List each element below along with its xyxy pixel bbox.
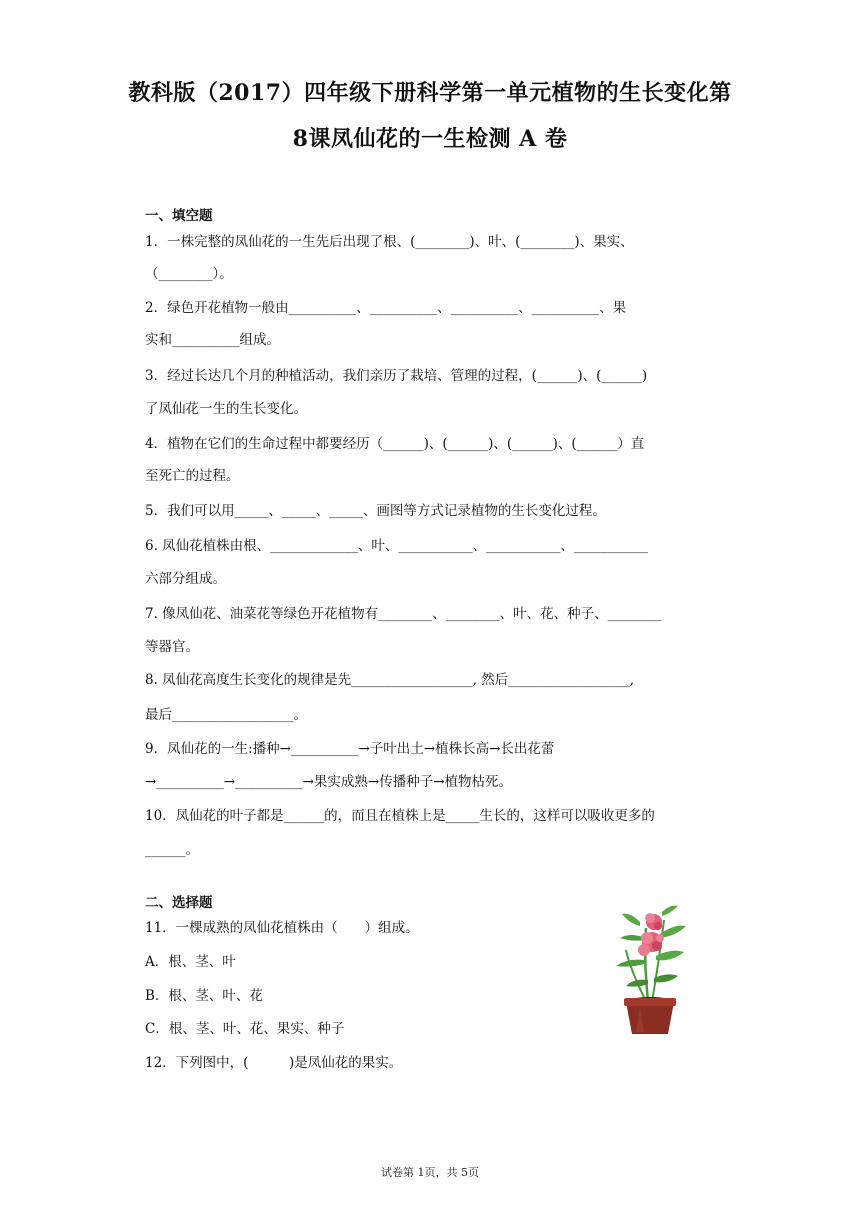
section-heading-fill-blank: 一、填空题 (145, 208, 213, 224)
question-4-line-2: 至死亡的过程。 (145, 468, 240, 484)
question-11-option-b: B．根、茎、叶、花 (145, 988, 263, 1004)
title-line-2: 8课凤仙花的一生检测 A 卷 (292, 126, 568, 152)
question-8-line-1: 8. 凤仙花高度生长变化的规律是先__________________, 然后__________________, (145, 672, 635, 688)
question-7-line-2: 等器官。 (145, 639, 199, 655)
question-11-stem: 11．一棵成熟的凤仙花植株由（ ）组成。 (145, 920, 419, 936)
title-line-1: 教科版（2017）四年级下册科学第一单元植物的生长变化第 (128, 80, 732, 106)
question-4-line-1: 4．植物在它们的生命过程中都要经历（______)、(______)、(______)、(______）直 (145, 436, 645, 452)
question-12-stem: 12．下列图中，( )是凤仙花的果实。 (145, 1055, 403, 1071)
question-5-line-1: 5．我们可以用_____、_____、_____、画图等方式记录植物的生长变化过程。 (145, 503, 606, 519)
question-2-line-2: 实和__________组成。 (145, 332, 280, 348)
question-11-option-c: C．根、茎、叶、花、果实、种子 (145, 1021, 345, 1037)
page-footer: 试卷第 1页，共 5页 (381, 1166, 479, 1179)
question-1-line-1: 1．一株完整的凤仙花的一生先后出现了根、(________)、叶、(________)、果实、 (145, 234, 634, 250)
question-2-line-1: 2．绿色开花植物一般由__________、__________、__________、__________、果 (145, 300, 627, 316)
question-10-line-2: ______。 (145, 842, 199, 858)
section-heading-multiple-choice: 二、选择题 (145, 895, 213, 911)
question-3-line-2: 了凤仙花一生的生长变化。 (145, 401, 307, 417)
question-8-line-2: 最后__________________。 (145, 707, 307, 723)
potted-impatiens-plant-icon (600, 898, 696, 1038)
question-9-line-1: 9．凤仙花的一生:播种→__________→子叶出土→植株长高→长出花蕾 (145, 741, 555, 757)
question-7-line-1: 7. 像凤仙花、油菜花等绿色开花植物有________、________、叶、花、种子、________ (145, 606, 662, 622)
question-6-line-1: 6. 凤仙花植株由根、_____________、叶、___________、___________、___________ (145, 538, 649, 554)
question-9-line-2: →__________→__________→果实成熟→传播种子→植物枯死。 (145, 774, 513, 790)
question-6-line-2: 六部分组成。 (145, 571, 226, 587)
question-11-option-a: A．根、茎、叶 (145, 954, 236, 970)
question-3-line-1: 3．经过长达几个月的种植活动，我们亲历了栽培、管理的过程，(______)、(______) (145, 368, 648, 384)
question-10-line-1: 10．凤仙花的叶子都是______的，而且在植株上是_____生长的，这样可以吸收更多的 (145, 808, 655, 824)
question-1-line-2: （________）。 (145, 266, 233, 282)
